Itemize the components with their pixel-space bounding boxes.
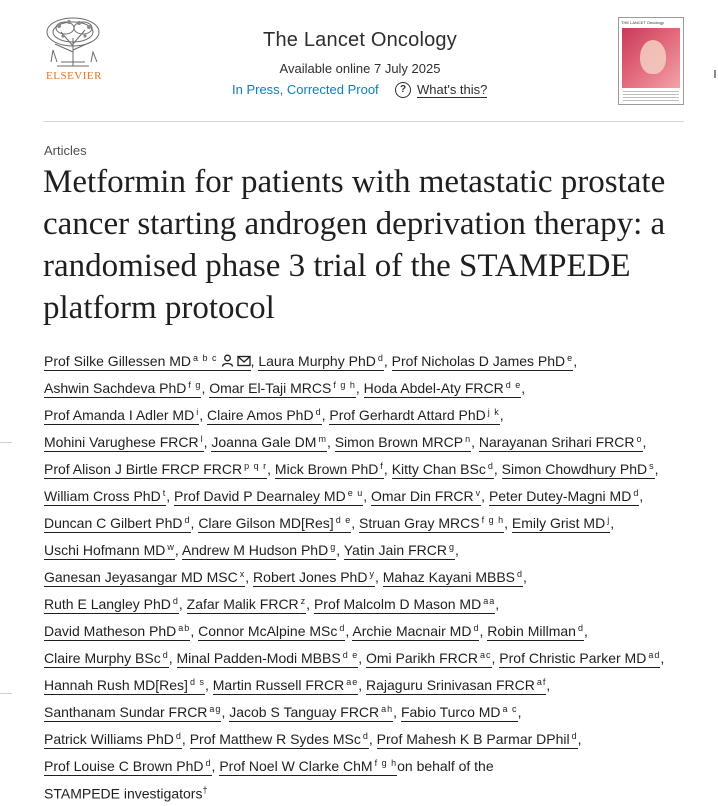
author-separator: , bbox=[174, 542, 182, 558]
author-link[interactable]: Hannah Rush MD[Res] $^{d s}$ bbox=[44, 677, 205, 693]
author-separator: , bbox=[493, 461, 502, 477]
author-link[interactable]: Prof Gerhardt Attard PhD $^{j k}$ bbox=[329, 407, 500, 423]
author-separator: , bbox=[481, 488, 489, 504]
author-link[interactable]: Minal Padden-Modi MBBS $^{d e}$ bbox=[176, 650, 359, 666]
author-link[interactable]: Prof David P Dearnaley MD $^{e u}$ bbox=[173, 488, 364, 504]
author-link[interactable]: Robin Millman $^d$ bbox=[487, 623, 584, 639]
author-link[interactable]: Omi Parikh FRCR $^{ac}$ bbox=[365, 650, 492, 666]
author-separator: , bbox=[306, 596, 314, 612]
affiliation-marks: d bbox=[377, 353, 384, 363]
author-separator: , bbox=[583, 623, 592, 639]
author-link[interactable]: Prof Alison J Birtle FRCP FRCR $^{p q r}$ bbox=[44, 461, 268, 477]
author-separator: , bbox=[221, 704, 230, 720]
author-separator: , bbox=[642, 434, 651, 450]
author-separator: , bbox=[203, 434, 212, 450]
affiliation-marks: ag bbox=[209, 704, 222, 714]
journal-title-link[interactable]: The Lancet Oncology bbox=[263, 29, 457, 51]
group-name: STAMPEDE investigators bbox=[44, 785, 203, 802]
author-separator: , bbox=[383, 353, 392, 369]
affiliation-marks: d e bbox=[505, 380, 522, 390]
author-separator: , bbox=[383, 461, 392, 477]
affiliation-marks: e bbox=[567, 353, 574, 363]
author-link[interactable]: Prof Christic Parker MD $^{ad}$ bbox=[499, 650, 661, 666]
author-separator: , bbox=[321, 407, 330, 423]
article-section: Articles bbox=[44, 143, 87, 158]
author-link[interactable]: Laura Murphy PhD $^d$ bbox=[258, 353, 384, 369]
affiliation-marks: g bbox=[448, 542, 455, 552]
author-link[interactable]: Ganesan Jeyasangar MD MSC $^x$ bbox=[44, 569, 246, 585]
author-separator: , bbox=[471, 434, 479, 450]
author-separator: , bbox=[166, 488, 174, 504]
journal-cover-thumbnail[interactable] bbox=[618, 17, 684, 105]
author-link[interactable]: Simon Brown MRCP $^n$ bbox=[334, 434, 472, 450]
author-separator: , bbox=[610, 515, 618, 531]
author-link[interactable]: Emily Grist MD $^j$ bbox=[511, 515, 611, 531]
affiliation-marks: d s bbox=[189, 677, 205, 687]
affiliation-marks: ah bbox=[381, 704, 394, 714]
author-separator: , bbox=[358, 677, 367, 693]
article-header bbox=[0, 0, 718, 122]
author-links bbox=[44, 353, 668, 776]
person-icon bbox=[221, 354, 234, 367]
author-separator: , bbox=[326, 434, 335, 450]
affiliation-marks: s bbox=[649, 461, 655, 471]
author-link[interactable]: Uschi Hofmann MD $^w$ bbox=[44, 542, 175, 558]
author-separator: , bbox=[336, 542, 344, 558]
affiliation-marks: d bbox=[184, 515, 191, 525]
author-separator: , bbox=[491, 650, 500, 666]
affiliation-marks: x bbox=[239, 569, 246, 579]
affiliation-marks: d bbox=[205, 758, 212, 768]
affiliation-marks: o bbox=[636, 434, 643, 444]
author-separator: , bbox=[573, 353, 581, 369]
affiliation-marks: j k bbox=[487, 407, 500, 417]
author-separator: , bbox=[521, 380, 529, 396]
author-link[interactable]: Simon Chowdhury PhD $^s$ bbox=[501, 461, 655, 477]
author-link[interactable]: Claire Amos PhD $^d$ bbox=[206, 407, 322, 423]
author-link[interactable]: Yatin Jain FRCR $^g$ bbox=[343, 542, 455, 558]
affiliation-marks: i bbox=[196, 407, 200, 417]
author-list bbox=[44, 346, 694, 806]
affiliation-marks: d bbox=[175, 731, 182, 741]
author-link[interactable]: Rajaguru Srinivasan FRCR $^{af}$ bbox=[366, 677, 547, 693]
author-separator: , bbox=[181, 731, 190, 747]
author-separator: , bbox=[517, 704, 526, 720]
affiliation-marks: n bbox=[465, 434, 472, 444]
author-separator: , bbox=[393, 704, 401, 720]
affiliation-marks: a c bbox=[502, 704, 518, 714]
affiliation-marks: f g h bbox=[481, 515, 505, 525]
author-separator: , bbox=[368, 731, 377, 747]
author-link[interactable]: Claire Murphy BSc $^d$ bbox=[44, 650, 169, 666]
author-separator: , bbox=[168, 650, 177, 666]
edge-mark bbox=[714, 70, 716, 78]
author-link[interactable]: Hoda Abdel-Aty FRCR $^{d e}$ bbox=[363, 380, 522, 396]
author-separator: , bbox=[654, 461, 663, 477]
author-link[interactable]: Prof Matthew R Sydes MSc $^d$ bbox=[189, 731, 369, 747]
author-separator: , bbox=[454, 542, 463, 558]
author-link[interactable]: Fabio Turco MD $^{a c}$ bbox=[400, 704, 518, 720]
affiliation-marks: m bbox=[318, 434, 327, 444]
author-link[interactable]: Prof Mahesh K B Parmar DPhil $^d$ bbox=[376, 731, 578, 747]
author-link[interactable]: Prof Nicholas D James PhD $^e$ bbox=[391, 353, 574, 369]
author-separator: , bbox=[250, 353, 259, 369]
affiliation-marks: aa bbox=[483, 596, 496, 606]
author-separator: , bbox=[546, 677, 555, 693]
author-link[interactable]: Struan Gray MRCS $^{f g h}$ bbox=[358, 515, 505, 531]
author-separator: , bbox=[204, 677, 213, 693]
author-separator: , bbox=[374, 569, 383, 585]
author-link[interactable]: Archie Macnair MD $^d$ bbox=[352, 623, 480, 639]
author-link[interactable]: Omar Din FRCR $^v$ bbox=[370, 488, 482, 504]
affiliation-marks: d bbox=[315, 407, 322, 417]
group-footnote-mark: † bbox=[202, 785, 208, 795]
author-link[interactable]: Santhanam Sundar FRCR $^{ag}$ bbox=[44, 704, 222, 720]
affiliation-marks: d bbox=[362, 731, 369, 741]
author-link[interactable]: Martin Russell FRCR $^{ae}$ bbox=[212, 677, 359, 693]
affiliation-marks: l bbox=[200, 434, 204, 444]
affiliation-marks: f bbox=[380, 461, 384, 471]
author-separator: , bbox=[577, 731, 586, 747]
affiliation-marks: d bbox=[577, 623, 584, 633]
affiliation-marks: e u bbox=[347, 488, 364, 498]
elsevier-wordmark: ELSEVIER bbox=[46, 70, 102, 82]
author-separator: , bbox=[201, 380, 210, 396]
author-link[interactable]: Duncan C Gilbert PhD $^d$ bbox=[44, 515, 191, 531]
author-separator: , bbox=[355, 380, 364, 396]
affiliation-marks: f g bbox=[188, 380, 202, 390]
affiliation-marks: d bbox=[172, 596, 179, 606]
author-separator: , bbox=[523, 569, 531, 585]
author-link[interactable]: Kitty Chan BSc $^d$ bbox=[391, 461, 494, 477]
whats-this-link[interactable]: What's this? bbox=[417, 82, 488, 97]
affiliation-marks: g bbox=[330, 542, 337, 552]
affiliation-marks: ac bbox=[480, 650, 492, 660]
affiliation-marks: t bbox=[162, 488, 167, 498]
affiliation-marks: z bbox=[300, 596, 307, 606]
author-link[interactable]: Ruth E Langley PhD $^d$ bbox=[44, 596, 179, 612]
affiliation-marks: d bbox=[517, 569, 524, 579]
affiliation-marks: ad bbox=[648, 650, 661, 660]
cover-label: THE LANCET Oncology bbox=[621, 20, 664, 25]
availability-date: Available online 7 July 2025 bbox=[279, 61, 441, 76]
author-link[interactable]: Prof Malcolm D Mason MD $^{aa}$ bbox=[313, 596, 496, 612]
author-separator: , bbox=[660, 650, 669, 666]
author-link[interactable]: Connor McAlpine MSc $^d$ bbox=[198, 623, 346, 639]
affiliation-marks: d bbox=[487, 461, 494, 471]
author-separator: , bbox=[267, 461, 275, 477]
header-divider bbox=[43, 121, 684, 122]
affiliation-marks: j bbox=[607, 515, 611, 525]
affiliation-marks: af bbox=[536, 677, 547, 687]
cover-portrait bbox=[640, 40, 666, 74]
author-link[interactable]: Prof Louise C Brown PhD $^d$ bbox=[44, 758, 212, 774]
author-link[interactable]: Andrew M Hudson PhD $^g$ bbox=[181, 542, 337, 558]
author-separator: , bbox=[178, 596, 187, 612]
affiliation-marks: d bbox=[633, 488, 640, 498]
author-link[interactable]: Prof Amanda I Adler MD $^i$ bbox=[44, 407, 200, 423]
envelope-icon bbox=[237, 355, 251, 367]
author-link[interactable]: Ashwin Sachdeva PhD $^{f g}$ bbox=[44, 380, 202, 396]
author-separator: , bbox=[495, 596, 504, 612]
affiliation-marks: v bbox=[475, 488, 482, 498]
author-separator: , bbox=[190, 515, 199, 531]
affiliation-marks: d bbox=[339, 623, 346, 633]
author-separator: , bbox=[199, 407, 207, 423]
affiliation-marks: f g h bbox=[374, 758, 398, 768]
author-link[interactable]: Prof Noel W Clarke ChM $^{f g h}$ bbox=[219, 758, 398, 774]
author-link[interactable]: Prof Silke Gillessen MD $^{a b c}$ bbox=[44, 353, 251, 371]
author-link[interactable]: William Cross PhD $^t$ bbox=[44, 488, 167, 504]
author-link[interactable]: Mick Brown PhD $^f$ bbox=[274, 461, 384, 477]
author-separator: , bbox=[211, 758, 220, 774]
article-title: Metformin for patients with metastatic prostate cancer starting androgen deprivation therapy: a randomised phase 3 trial of the STAMPEDE platform protocol bbox=[43, 164, 666, 326]
author-link[interactable]: Clare Gilson MD[Res] $^{d e}$ bbox=[198, 515, 352, 531]
affiliation-marks: a b c bbox=[193, 353, 218, 363]
question-icon[interactable]: ? bbox=[395, 82, 411, 98]
author-separator: , bbox=[499, 407, 508, 423]
affiliation-marks: f g h bbox=[333, 380, 356, 390]
author-link[interactable]: Mohini Varughese FRCR $^l$ bbox=[44, 434, 204, 450]
author-separator: , bbox=[351, 515, 359, 531]
author-separator: , bbox=[363, 488, 371, 504]
affiliation-marks: d e bbox=[335, 515, 352, 525]
affiliation-marks: d bbox=[162, 650, 169, 660]
affiliation-marks: ab bbox=[178, 623, 191, 633]
author-link[interactable]: Patrick Williams PhD $^d$ bbox=[44, 731, 182, 747]
cover-image bbox=[622, 28, 680, 88]
affiliation-marks: d bbox=[473, 623, 480, 633]
author-separator: , bbox=[479, 623, 488, 639]
group-prefix: on behalf of the bbox=[397, 758, 494, 774]
author-link[interactable]: Omar El-Taji MRCS $^{f g h}$ bbox=[209, 380, 356, 396]
author-separator: , bbox=[245, 569, 254, 585]
affiliation-marks: w bbox=[167, 542, 175, 552]
author-link[interactable]: Joanna Gale DM $^m$ bbox=[211, 434, 327, 450]
affiliation-marks: d bbox=[571, 731, 578, 741]
author-link[interactable]: Jacob S Tanguay FRCR $^{ah}$ bbox=[229, 704, 394, 720]
author-separator: , bbox=[639, 488, 648, 504]
author-separator: , bbox=[358, 650, 366, 666]
affiliation-marks: p q r bbox=[244, 461, 268, 471]
affiliation-marks: ae bbox=[346, 677, 359, 687]
cover-text-lines bbox=[623, 91, 679, 101]
article-status: In Press, Corrected Proof bbox=[232, 82, 379, 97]
margin-rule bbox=[0, 693, 12, 694]
affiliation-marks: y bbox=[369, 569, 375, 579]
author-link[interactable]: Peter Dutey-Magni MD $^d$ bbox=[488, 488, 640, 504]
author-separator: , bbox=[345, 623, 353, 639]
affiliation-marks: d e bbox=[342, 650, 359, 660]
author-link[interactable]: Narayanan Srihari FRCR $^o$ bbox=[478, 434, 643, 450]
author-link[interactable]: David Matheson PhD $^{ab}$ bbox=[44, 623, 191, 639]
author-link[interactable]: Mahaz Kayani MBBS $^d$ bbox=[382, 569, 524, 585]
author-separator: , bbox=[190, 623, 199, 639]
author-link[interactable]: Robert Jones PhD $^y$ bbox=[253, 569, 375, 585]
margin-rule bbox=[0, 442, 12, 443]
author-link[interactable]: Zafar Malik FRCR $^z$ bbox=[186, 596, 307, 612]
author-separator: , bbox=[504, 515, 512, 531]
